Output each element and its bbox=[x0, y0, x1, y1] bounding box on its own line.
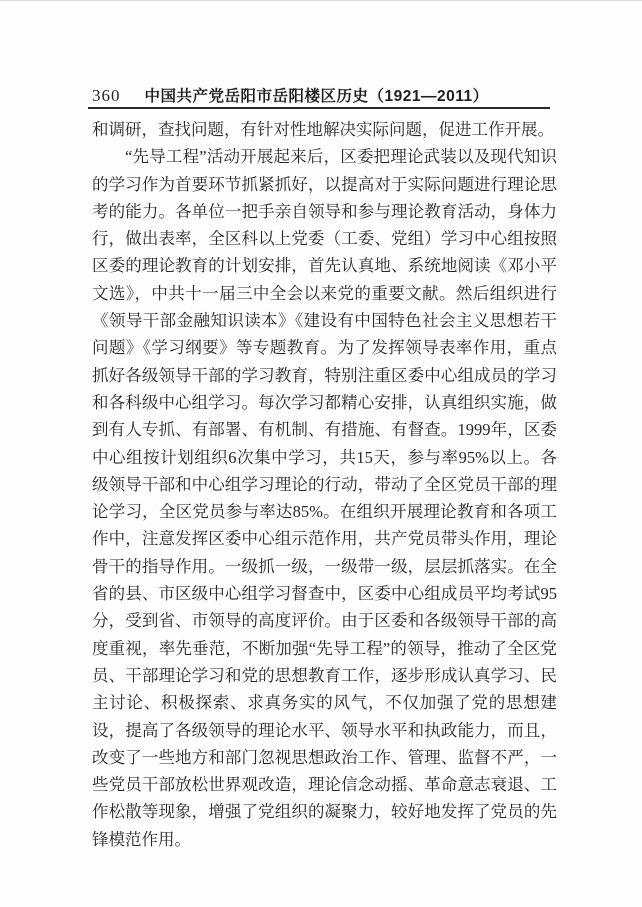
header-rule bbox=[88, 107, 550, 109]
page-top-edge-line bbox=[0, 0, 642, 1]
running-title: 中国共产党岳阳市岳阳楼区历史（1921—2011） bbox=[144, 88, 489, 105]
body-text bbox=[92, 116, 557, 853]
paragraph-continuation: 和调研，查找问题，有针对性地解决实际问题，促进工作开展。 bbox=[92, 120, 554, 139]
running-header bbox=[92, 84, 556, 106]
paragraph-main: “先导工程”活动开展起来后，区委把理论武装以及现代知识的学习作为首要环节抓紧抓好，以提高对于实际问题进行理论思考的能力。各单位一把手亲自领导和参与理论教育活动，身体力行，做出表率，全区科以上党委（工委、党组）学习中心组按照区委的理论教育的计划安排，首先认真地、系统地阅读《邓小平文选》，中共十一届三中全会以来党的重要文献。然后组织进行《领导干部金融知识读本》《建设有中国特色社会主义思想若干问题》《学习纲要》等专题教育。为了发挥领导表率作用，重点抓好各级领导干部的学习教育，特别注重区委中心组成员的学习和各科级中心组学习。每次学习都精心安排，认真组织实施，做到有人专抓、有部署、有机制、有措施、有督查。1999年，区委中心组按计划组织6次集中学习，共15天，参与率95%以上。各级领导干部和中心组学习理论的行动，带动了全区党员干部的理论学习，全区党员参与率达85%。在组织开展理论教育和各项工作中，注意发挥区委中心组示范作用，共产党员带头作用，理论骨干的指导作用。一级抓一级，一级带一级，层层抓落实。在全省的县、市区级中心组学习督查中，区委中心组成员平均考试95分，受到省、市领导的高度评价。由于区委和各级领导干部的高度重视，率先垂范，不断加强“先导工程”的领导，推动了全区党员、干部理论学习和党的思想教育工作，逐步形成认真学习、民主讨论、积极探索、求真务实的风气，不仅加强了党的思想建设，提高了各级领导的理论水平、领导水平和执政能力，而且，改变了一些地方和部门忽视思想政治工作、管理、监督不严，一些党员干部放松世界观改造，理论信念动摇、革命意志衰退、工作松散等现象，增强了党组织的凝聚力，较好地发挥了党员的先锋模范作用。 bbox=[92, 147, 557, 849]
page-number: 360 bbox=[92, 86, 121, 105]
